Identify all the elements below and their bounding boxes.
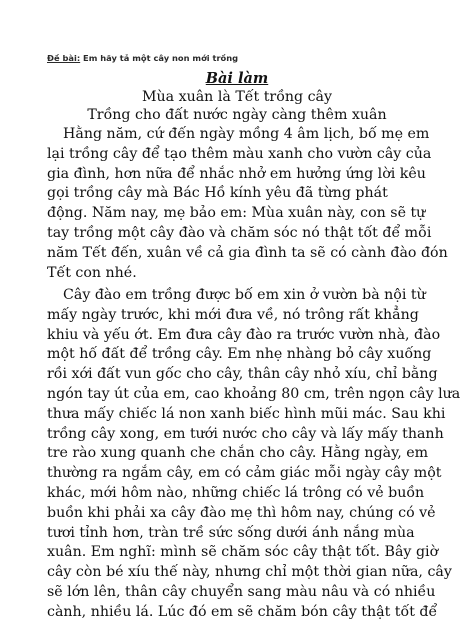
paragraph-line: khiu và yếu ớt. Em đưa cây đào ra trước vườn nhà, đào [47,326,441,343]
paragraph-2 [47,286,461,623]
paragraph-line: một hố đất để trồng cây. Em nhẹ nhàng bỏ cây xuống [47,346,432,363]
prompt-label: Đề bài: [47,53,81,63]
paragraph-line: cây còn bé xíu thế này, nhưng chỉ một thời gian nữa, cây [47,564,452,581]
paragraph-line: cành, nhiều lá. Lúc đó em sẽ chăm bón cây thật tốt để [47,603,438,620]
paragraph-line: thường ra ngắm cây, em có cảm giác mỗi ngày cây một [47,465,442,482]
paragraph-line: tươi tỉnh hơn, tràn trề sức sống dưới ánh nắng mùa [47,524,415,541]
paragraph-line: ngón tay út của em, cao khoảng 80 cm, trên ngọn cây lưa [47,385,461,402]
paragraph-line: sẽ lớn lên, thân cây chuyển sang màu nâu và có nhiều [47,583,436,600]
paragraph-line: xuân. Em nghĩ: mình sẽ chăm sóc cây thật tốt. Bây giờ [47,544,439,561]
paragraph-line: tre rào xung quanh che chắn cho cây. Hằng ngày, em [47,445,429,462]
paragraph-line: động. Năm nay, mẹ bảo em: Mùa xuân này, con sẽ tự [47,205,426,222]
assignment-prompt [47,53,238,63]
paragraph-line: thưa mấy chiếc lá non xanh biếc hình mũi mác. Sau khi [47,405,446,422]
paragraph-line: năm Tết đến, xuân về cả gia đình ta sẽ có cành đào đón [47,244,448,261]
paragraph-line: buồn khi phải xa cây đào mẹ thì hôm nay, chúng có vẻ [47,504,436,521]
paragraph-line: Cây đào em trồng được bố em xin ở vườn bà nội từ [63,287,426,303]
paragraph-line: rồi xới đất vun gốc cho cây, thân cây nhỏ xíu, chỉ bằng [47,366,438,383]
paragraph-line: Hằng năm, cứ đến ngày mồng 4 âm lịch, bố mẹ em [63,126,430,142]
prompt-text: Em hãy tả một cây non mới trồng [80,53,239,63]
essay-title: Bài làm [205,70,269,87]
poem-line: Trồng cho đất nước ngày càng thêm xuân [87,107,387,123]
paragraph-line: lại trồng cây để tạo thêm màu xanh cho vườn cây của [47,145,432,162]
paragraph-line: gọi trồng cây mà Bác Hồ kính yêu đã từng phát [47,185,388,202]
paragraph-line: khác, mới hôm nào, những chiếc lá trông có vẻ buồn [47,484,425,501]
paragraph-line: trồng cây xong, em tưới nước cho cây và lấy mấy thanh [47,425,444,442]
paragraph-line: mấy ngày trước, khi mới đưa về, nó trông rất khẳng [47,306,419,323]
paragraph-line: tay trồng một cây đào và chăm sóc nó thật tốt để mỗi [47,224,432,241]
paragraph-1 [47,125,448,283]
paragraph-line: Tết con nhé. [47,264,137,281]
poem-line: Mùa xuân là Tết trồng cây [141,89,333,105]
paragraph-line: gia đình, hơn nữa để nhắc nhở em hưởng ứng lời kêu [47,165,426,182]
